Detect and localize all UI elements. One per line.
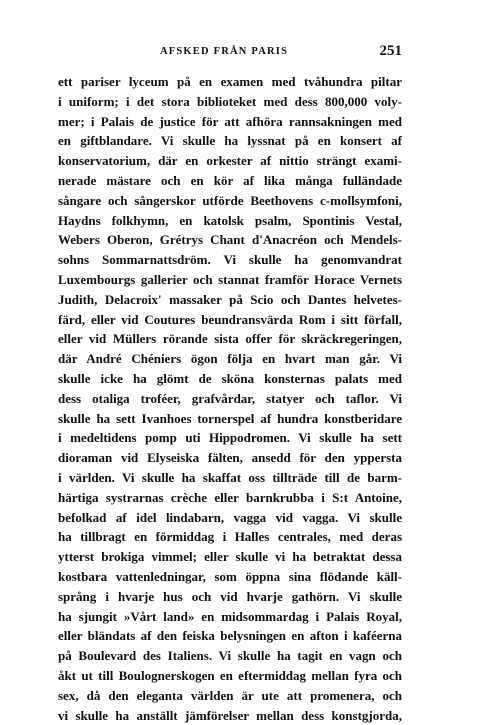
body-text: [58, 72, 402, 725]
running-head: [0, 46, 480, 66]
text-line: mer; i Palais de justice för att afhöra rannsakningen med: [58, 112, 402, 132]
running-title: AFSKED FRÅN PARIS: [160, 46, 288, 57]
text-line: härtiga systrarnas crèche eller barnkrubba i S:t Antoine,: [58, 488, 402, 508]
text-line: kostbara vattenledningar, som öppna sina flödande käll-: [58, 567, 402, 587]
text-line: ytterst brokiga vimmel; eller skulle vi ha betraktat dessa: [58, 547, 402, 567]
text-line: på Boulevard des Italiens. Vi skulle ha tagit en vagn och: [58, 646, 402, 666]
text-line: i uniform; i det stora biblioteket med dess 800,000 voly-: [58, 92, 402, 112]
text-line: en giftblandare. Vi skulle ha lyssnat på en konsert af: [58, 131, 402, 151]
text-line: där André Chéniers ögon följa en hvart man går. Vi: [58, 349, 402, 369]
text-line: dioraman vid Elyseiska fälten, ansedd för den yppersta: [58, 448, 402, 468]
text-line: vi skulle ha anställt jämförelser mellan dess konstgjorda,: [58, 706, 402, 725]
text-line: ha tillbragt en förmiddag i Halles centrales, med deras: [58, 527, 402, 547]
page-number: 251: [380, 43, 403, 60]
text-line: sångare och sångerskor utförde Beethovens c-mollsymfoni,: [58, 191, 402, 211]
text-line: sex, då den eleganta världen är ute att promenera, och: [58, 686, 402, 706]
text-line: dess otaliga troféer, grafvårdar, statyer och taflor. Vi: [58, 389, 402, 409]
text-line: nerade mästare och en kör af lika många fulländade: [58, 171, 402, 191]
text-line: ett pariser lyceum på en examen med tvåhundra piltar: [58, 72, 402, 92]
text-line: befolkad af idel lindabarn, vagga vid vagga. Vi skulle: [58, 508, 402, 528]
text-line: eller vid Müllers rörande sista offer för skräckregeringen,: [58, 329, 402, 349]
text-line: Webers Oberon, Grétrys Chant d'Anacréon och Mendels-: [58, 230, 402, 250]
text-line: färd, eller vid Coutures beundransvärda Rom i sitt förfall,: [58, 310, 402, 330]
text-line: konservatorium, där en orkester af nittio strängt exami-: [58, 151, 402, 171]
text-line: Haydns folkhymn, en katolsk psalm, Spontinis Vestal,: [58, 211, 402, 231]
text-line: åkt ut till Boulognerskogen en eftermiddag mellan fyra och: [58, 666, 402, 686]
text-line: sohns Sommarnattsdröm. Vi skulle ha genomvandrat: [58, 250, 402, 270]
text-line: ha sjungit »Vårt land» en midsommardag i Palais Royal,: [58, 607, 402, 627]
text-line: språng i hvarje hus och vid hvarje gathörn. Vi skulle: [58, 587, 402, 607]
text-line: i medeltidens pomp uti Hippodromen. Vi skulle ha sett: [58, 428, 402, 448]
text-line: skulle icke ha glömt de sköna konsternas palats med: [58, 369, 402, 389]
text-line: i världen. Vi skulle ha skaffat oss tillträde till de barm-: [58, 468, 402, 488]
text-line: Judith, Delacroix' massaker på Scio och Dantes helvetes-: [58, 290, 402, 310]
text-line: skulle ha sett Ivanhoes tornerspel af hundra konstberidare: [58, 409, 402, 429]
text-line: Luxembourgs gallerier och stannat framför Horace Vernets: [58, 270, 402, 290]
text-line: eller bländats af den feiska belysningen en afton i kaféerna: [58, 626, 402, 646]
